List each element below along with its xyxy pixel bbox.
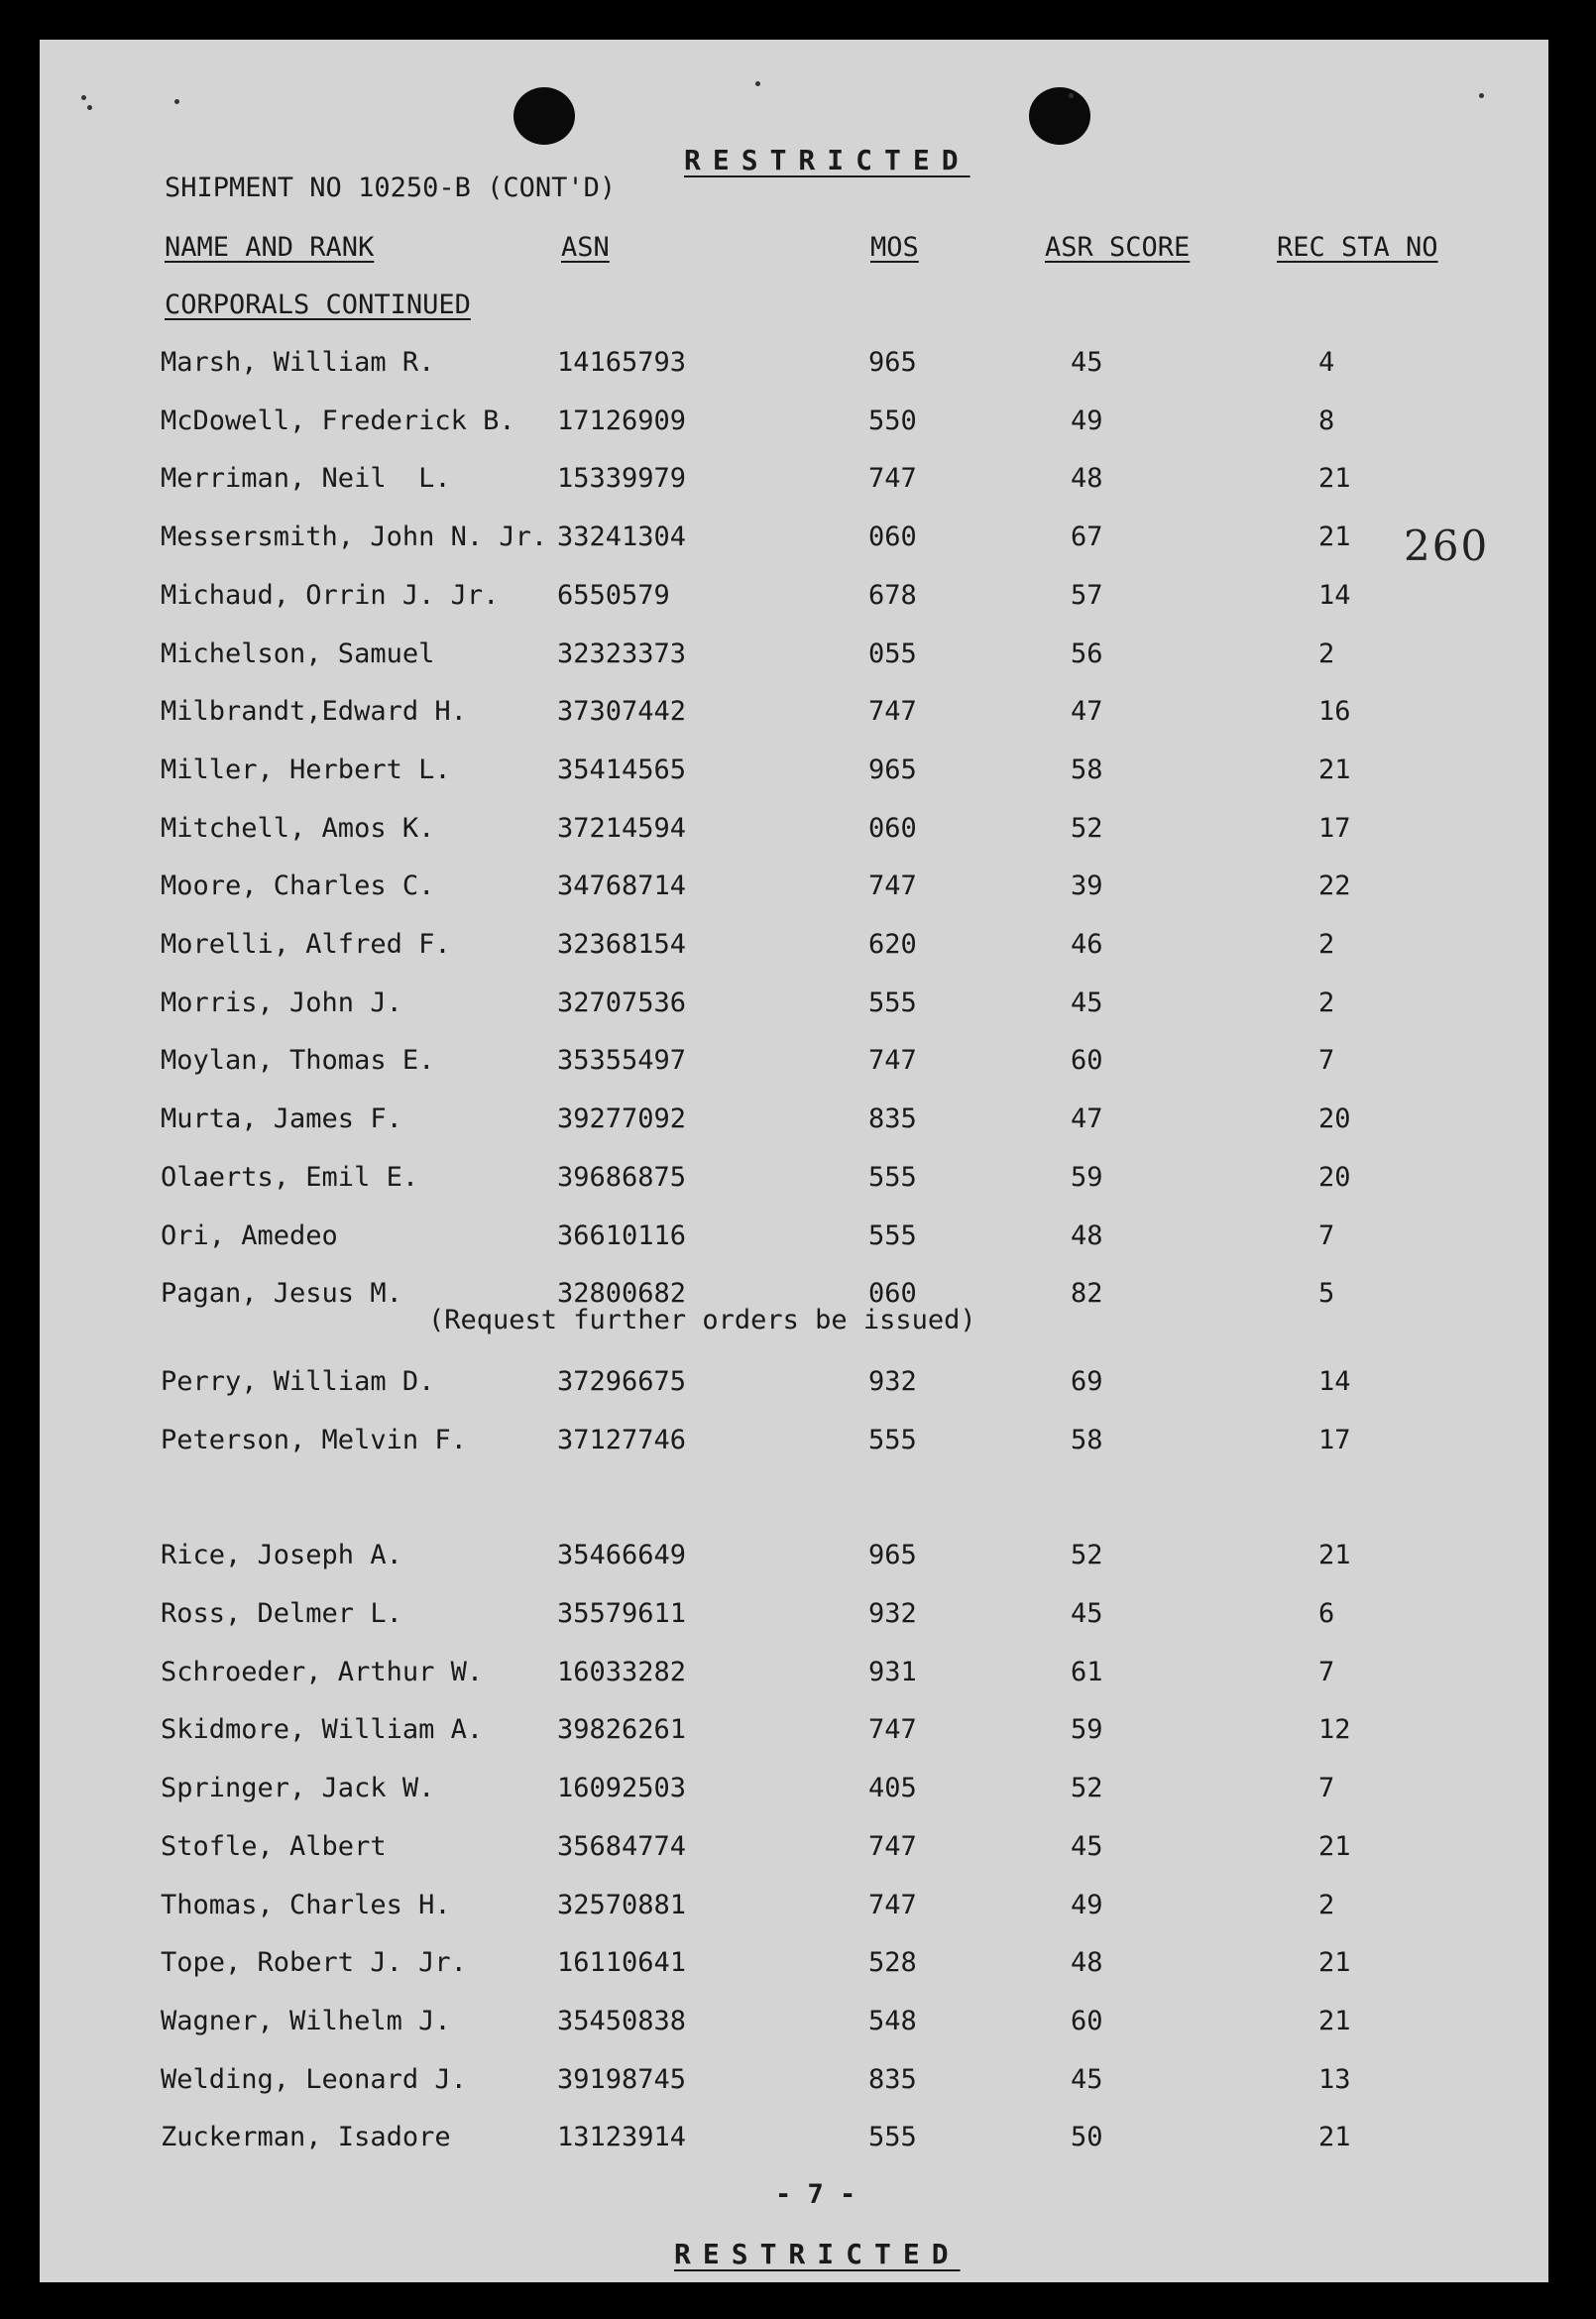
- table-row: [40, 1220, 1548, 1260]
- cell-name: Miller, Herbert L.: [161, 754, 451, 785]
- table-row: [40, 1425, 1548, 1464]
- paper-speck: [1479, 93, 1484, 98]
- punch-hole-right: [1029, 87, 1090, 145]
- cell-asr: 59: [1071, 1714, 1103, 1746]
- order-note: (Request further orders be issued): [428, 1305, 976, 1335]
- cell-mos: 060: [868, 1278, 917, 1310]
- cell-name: Ross, Delmer L.: [161, 1598, 402, 1629]
- cell-name: Olaerts, Emil E.: [161, 1161, 419, 1193]
- section-heading: CORPORALS CONTINUED: [165, 290, 471, 320]
- restricted-footer: RESTRICTED: [674, 2238, 961, 2270]
- paper-speck: [755, 81, 760, 86]
- cell-asn: 35414565: [557, 754, 687, 785]
- paper-speck: [1069, 93, 1074, 98]
- cell-mos: 835: [868, 2063, 917, 2095]
- cell-asr: 58: [1071, 754, 1103, 785]
- cell-asr: 56: [1071, 638, 1103, 669]
- cell-asn: 16110641: [557, 1947, 687, 1979]
- cell-mos: 965: [868, 1540, 917, 1571]
- cell-mos: 747: [868, 1889, 917, 1920]
- cell-name: Marsh, William R.: [161, 347, 435, 378]
- cell-rec: 7: [1318, 1045, 1335, 1077]
- cell-mos: 965: [868, 347, 917, 378]
- cell-asn: 13123914: [557, 2122, 687, 2153]
- cell-mos: 678: [868, 579, 917, 611]
- document-page: [40, 40, 1548, 2282]
- cell-name: Messersmith, John N. Jr.: [161, 522, 548, 553]
- cell-asn: 35466649: [557, 1540, 687, 1571]
- cell-name: Milbrandt,Edward H.: [161, 696, 467, 728]
- cell-name: Michelson, Samuel: [161, 638, 435, 669]
- cell-name: Ori, Amedeo: [161, 1219, 338, 1251]
- cell-rec: 14: [1318, 1365, 1351, 1397]
- cell-asn: 37214594: [557, 812, 687, 844]
- column-header-name: NAME AND RANK: [165, 232, 375, 263]
- cell-asr: 60: [1071, 2005, 1103, 2036]
- cell-mos: 747: [868, 696, 917, 728]
- cell-asr: 47: [1071, 1103, 1103, 1135]
- column-header-asr: ASR SCORE: [1045, 232, 1191, 263]
- table-row: [40, 1162, 1548, 1202]
- cell-mos: 550: [868, 405, 917, 436]
- restricted-header: RESTRICTED: [684, 144, 970, 176]
- table-row: [40, 1831, 1548, 1871]
- cell-mos: 555: [868, 2122, 917, 2153]
- cell-rec: 6: [1318, 1598, 1335, 1629]
- table-row: [40, 1657, 1548, 1696]
- cell-name: Thomas, Charles H.: [161, 1889, 451, 1920]
- table-row: [40, 813, 1548, 853]
- cell-asr: 47: [1071, 696, 1103, 728]
- cell-mos: 620: [868, 929, 917, 960]
- cell-asr: 45: [1071, 1598, 1103, 1629]
- cell-rec: 17: [1318, 812, 1351, 844]
- paper-speck: [174, 99, 179, 104]
- cell-mos: 932: [868, 1598, 917, 1629]
- cell-name: Schroeder, Arthur W.: [161, 1656, 484, 1687]
- cell-asr: 46: [1071, 929, 1103, 960]
- cell-asr: 39: [1071, 870, 1103, 902]
- cell-asr: 50: [1071, 2122, 1103, 2153]
- table-row: [40, 347, 1548, 387]
- cell-asn: 35355497: [557, 1045, 687, 1077]
- cell-asr: 48: [1071, 463, 1103, 495]
- table-row: [40, 696, 1548, 736]
- cell-rec: 16: [1318, 696, 1351, 728]
- cell-asr: 69: [1071, 1365, 1103, 1397]
- column-header-rec: REC STA NO: [1277, 232, 1438, 263]
- cell-asr: 57: [1071, 579, 1103, 611]
- table-row: [40, 406, 1548, 445]
- table-row: [40, 1540, 1548, 1579]
- cell-asr: 60: [1071, 1045, 1103, 1077]
- cell-name: Morris, John J.: [161, 986, 402, 1018]
- paper-speck: [81, 95, 86, 100]
- table-row: [40, 929, 1548, 969]
- cell-name: Rice, Joseph A.: [161, 1540, 402, 1571]
- cell-asr: 48: [1071, 1947, 1103, 1979]
- cell-name: Murta, James F.: [161, 1103, 402, 1135]
- cell-asr: 61: [1071, 1656, 1103, 1687]
- cell-rec: 2: [1318, 1889, 1335, 1920]
- cell-rec: 4: [1318, 347, 1335, 378]
- cell-rec: 21: [1318, 1540, 1351, 1571]
- cell-name: Zuckerman, Isadore: [161, 2122, 451, 2153]
- cell-asn: 16033282: [557, 1656, 687, 1687]
- cell-asn: 14165793: [557, 347, 687, 378]
- cell-rec: 8: [1318, 405, 1335, 436]
- cell-mos: 931: [868, 1656, 917, 1687]
- cell-mos: 555: [868, 1219, 917, 1251]
- cell-rec: 5: [1318, 1278, 1335, 1310]
- cell-asr: 58: [1071, 1424, 1103, 1455]
- table-row: [40, 754, 1548, 794]
- cell-asn: 32800682: [557, 1278, 687, 1310]
- cell-asr: 45: [1071, 986, 1103, 1018]
- table-row: [40, 1103, 1548, 1143]
- cell-rec: 21: [1318, 2005, 1351, 2036]
- cell-asr: 45: [1071, 1830, 1103, 1862]
- cell-asn: 37296675: [557, 1365, 687, 1397]
- cell-rec: 17: [1318, 1424, 1351, 1455]
- cell-asr: 45: [1071, 2063, 1103, 2095]
- cell-asn: 6550579: [557, 579, 670, 611]
- cell-rec: 21: [1318, 463, 1351, 495]
- cell-name: Stofle, Albert: [161, 1830, 387, 1862]
- table-row: [40, 1773, 1548, 1812]
- cell-name: Moore, Charles C.: [161, 870, 435, 902]
- cell-asr: 48: [1071, 1219, 1103, 1251]
- cell-asr: 52: [1071, 812, 1103, 844]
- cell-rec: 21: [1318, 1830, 1351, 1862]
- cell-asr: 49: [1071, 1889, 1103, 1920]
- cell-asr: 49: [1071, 405, 1103, 436]
- cell-name: Pagan, Jesus M.: [161, 1278, 402, 1310]
- table-row: [40, 870, 1548, 910]
- cell-mos: 555: [868, 986, 917, 1018]
- cell-asn: 15339979: [557, 463, 687, 495]
- cell-mos: 965: [868, 754, 917, 785]
- table-row: [40, 1366, 1548, 1406]
- column-header-asn: ASN: [561, 232, 610, 263]
- page-number: - 7 -: [775, 2179, 856, 2210]
- cell-asn: 16092503: [557, 1773, 687, 1804]
- cell-mos: 055: [868, 638, 917, 669]
- cell-mos: 405: [868, 1773, 917, 1804]
- cell-asn: 37127746: [557, 1424, 687, 1455]
- cell-asn: 35450838: [557, 2005, 687, 2036]
- cell-name: Springer, Jack W.: [161, 1773, 435, 1804]
- cell-name: Perry, William D.: [161, 1365, 435, 1397]
- cell-asr: 82: [1071, 1278, 1103, 1310]
- table-row: [40, 1045, 1548, 1085]
- cell-rec: 2: [1318, 638, 1335, 669]
- cell-asn: 33241304: [557, 522, 687, 553]
- cell-asn: 36610116: [557, 1219, 687, 1251]
- table-row: [40, 580, 1548, 620]
- cell-mos: 548: [868, 2005, 917, 2036]
- cell-rec: 7: [1318, 1773, 1335, 1804]
- cell-rec: 14: [1318, 579, 1351, 611]
- cell-mos: 835: [868, 1103, 917, 1135]
- cell-mos: 747: [868, 1830, 917, 1862]
- table-row: [40, 1947, 1548, 1987]
- cell-asn: 39826261: [557, 1714, 687, 1746]
- table-row: [40, 463, 1548, 503]
- cell-mos: 747: [868, 1714, 917, 1746]
- column-header-mos: MOS: [870, 232, 919, 263]
- cell-mos: 747: [868, 870, 917, 902]
- cell-rec: 22: [1318, 870, 1351, 902]
- cell-asn: 35684774: [557, 1830, 687, 1862]
- cell-asr: 52: [1071, 1773, 1103, 1804]
- cell-asn: 34768714: [557, 870, 687, 902]
- cell-mos: 060: [868, 522, 917, 553]
- cell-rec: 7: [1318, 1219, 1335, 1251]
- cell-name: Mitchell, Amos K.: [161, 812, 435, 844]
- cell-rec: 20: [1318, 1103, 1351, 1135]
- cell-name: Moylan, Thomas E.: [161, 1045, 435, 1077]
- table-row: [40, 638, 1548, 678]
- cell-rec: 21: [1318, 754, 1351, 785]
- cell-rec: 7: [1318, 1656, 1335, 1687]
- cell-name: Michaud, Orrin J. Jr.: [161, 579, 500, 611]
- cell-name: Morelli, Alfred F.: [161, 929, 451, 960]
- cell-asn: 39686875: [557, 1161, 687, 1193]
- cell-mos: 060: [868, 812, 917, 844]
- cell-mos: 747: [868, 463, 917, 495]
- table-row: [40, 2122, 1548, 2161]
- cell-asn: 32570881: [557, 1889, 687, 1920]
- cell-rec: 2: [1318, 929, 1335, 960]
- cell-mos: 932: [868, 1365, 917, 1397]
- cell-mos: 555: [868, 1424, 917, 1455]
- cell-name: Skidmore, William A.: [161, 1714, 484, 1746]
- cell-name: Wagner, Wilhelm J.: [161, 2005, 451, 2036]
- cell-asn: 32368154: [557, 929, 687, 960]
- stamped-number: 260: [1404, 522, 1490, 570]
- table-row: [40, 1598, 1548, 1638]
- paper-speck: [87, 105, 92, 110]
- shipment-title: SHIPMENT NO 10250-B (CONT'D): [165, 173, 617, 203]
- cell-asn: 35579611: [557, 1598, 687, 1629]
- cell-asn: 37307442: [557, 696, 687, 728]
- cell-mos: 555: [868, 1161, 917, 1193]
- cell-name: Peterson, Melvin F.: [161, 1424, 467, 1455]
- table-row: [40, 2064, 1548, 2104]
- cell-name: Tope, Robert J. Jr.: [161, 1947, 467, 1979]
- cell-asr: 67: [1071, 522, 1103, 553]
- cell-rec: 2: [1318, 986, 1335, 1018]
- cell-name: McDowell, Frederick B.: [161, 405, 515, 436]
- cell-rec: 13: [1318, 2063, 1351, 2095]
- table-row: [40, 1714, 1548, 1754]
- cell-name: Welding, Leonard J.: [161, 2063, 467, 2095]
- cell-asn: 32707536: [557, 986, 687, 1018]
- cell-asn: 39198745: [557, 2063, 687, 2095]
- cell-asr: 52: [1071, 1540, 1103, 1571]
- cell-asn: 39277092: [557, 1103, 687, 1135]
- cell-rec: 21: [1318, 1947, 1351, 1979]
- table-row: [40, 1890, 1548, 1929]
- cell-mos: 528: [868, 1947, 917, 1979]
- cell-rec: 21: [1318, 2122, 1351, 2153]
- table-row: [40, 522, 1548, 561]
- cell-asr: 59: [1071, 1161, 1103, 1193]
- cell-asn: 17126909: [557, 405, 687, 436]
- table-row: [40, 2006, 1548, 2045]
- cell-rec: 20: [1318, 1161, 1351, 1193]
- table-row: [40, 987, 1548, 1027]
- cell-rec: 21: [1318, 522, 1351, 553]
- cell-mos: 747: [868, 1045, 917, 1077]
- cell-rec: 12: [1318, 1714, 1351, 1746]
- cell-asr: 45: [1071, 347, 1103, 378]
- cell-asn: 32323373: [557, 638, 687, 669]
- punch-hole-left: [513, 87, 575, 145]
- cell-name: Merriman, Neil L.: [161, 463, 451, 495]
